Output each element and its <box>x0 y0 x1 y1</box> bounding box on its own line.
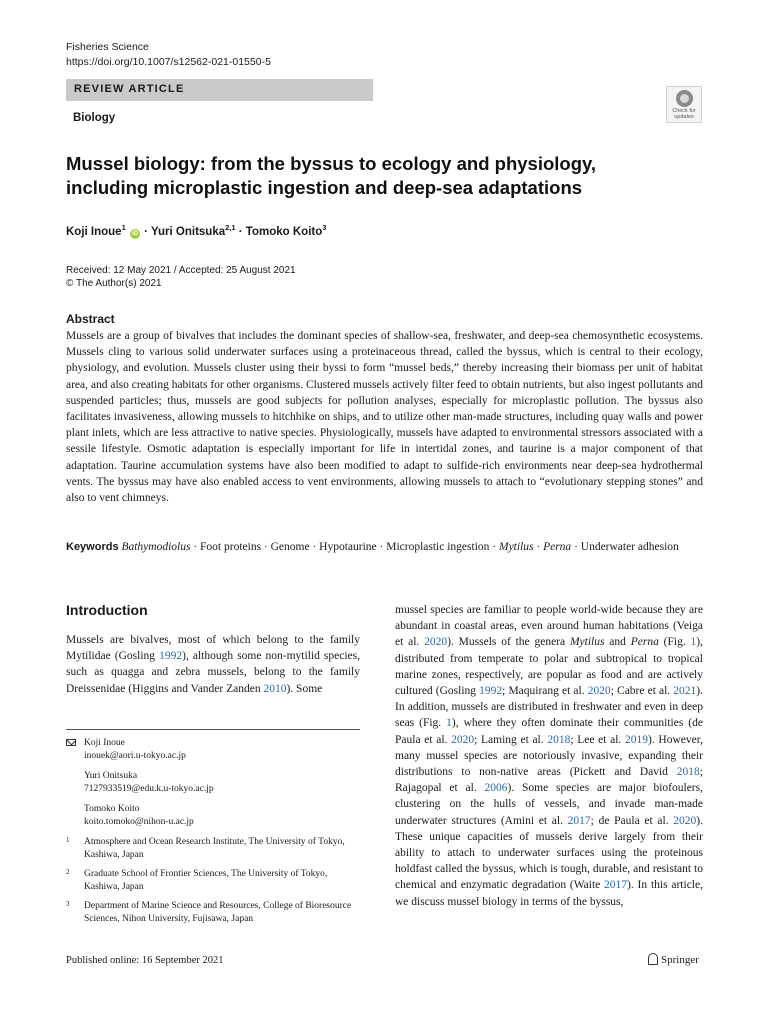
check-updates-icon <box>676 90 693 107</box>
check-for-updates-badge[interactable] <box>666 86 702 123</box>
footnote-divider <box>66 729 360 730</box>
contact-entry <box>66 737 360 762</box>
keywords <box>66 539 703 555</box>
keyword: Mytilus <box>498 541 534 553</box>
affiliation-number: 1 <box>66 836 70 844</box>
affiliation-entry <box>66 836 360 861</box>
contact-email[interactable]: inouek@aori.u-tokyo.ac.jp <box>84 750 186 761</box>
abstract-text: Mussels are a group of bivalves that includes the dominant species of shallow-sea, freshwater, and deep-sea chemosynthetic ecosystems. Mussels cling to various solid underwater surfaces using a proteinaceous thread, called the byssus, which is central to their ecology, physiology, and evolution. Mussels cluster using their byssi to form “mussel beds,” thereby increasing their biomass per unit of habitat area, and also creating habitats for other organisms. Clustered mussels actively filter feed to obtain nutrients, but also ingest pollutants and suspended particles; thus, mussels are good subjects for pollution analyses, especially for microplastic pollution. The byssus also facilitates invasiveness, allowing mussels to hitchhike on ships, and to utilize other man-made structures, including quay walls and power plant inlets, which are less attractive to native species. Physiologically, mussels have adapted to environmental stressors associated with a sessile lifestyle. Osmotic adaptation is especially important for life in intertidal zones, and taurine is a major component of that adaptation. Taurine accumulation systems have also been modified to adapt to sulfide-rich environments near deep-sea hydrothermal vents. The byssus may have also enabled access to vent environments, allowing mussels to attach to “evolutionary stepping stones” and also to vent chimneys. <box>66 330 703 505</box>
section-heading-introduction: Introduction <box>66 602 148 618</box>
figure-link[interactable]: 1 <box>446 717 452 730</box>
figure-link[interactable]: 1 <box>690 636 697 649</box>
subject-label: Biology <box>73 112 116 124</box>
citation-link[interactable]: 2017 <box>604 879 628 892</box>
affiliations <box>66 836 360 932</box>
contact-name: Koji Inoue <box>84 738 125 748</box>
citation-link[interactable]: 1992 <box>479 685 503 698</box>
author-name[interactable]: Yuri Onitsuka <box>150 225 226 238</box>
keyword-separator: · <box>533 541 544 553</box>
received-accepted: Received: 12 May 2021 / Accepted: 25 August 2021 <box>66 265 296 276</box>
citation-link[interactable]: 2017 <box>567 814 591 827</box>
citation-link[interactable]: 1992 <box>159 650 183 663</box>
citation-link[interactable]: 2020 <box>451 733 475 746</box>
affiliation-number: 3 <box>66 900 70 908</box>
intro-paragraph-left: Mussels are bivalves, most of which belong to the family Mytilidae (Gosling 1992), although some non-mytilid species, such as quagga and zebra mussels, belong to the family Dreissenidae (Higgins and Vander Zanden 2010). Some <box>66 634 360 695</box>
contact-entry <box>66 770 360 795</box>
affiliation-text: Graduate School of Frontier Sciences, The University of Tokyo, Kashiwa, Japan <box>84 869 328 892</box>
envelope-icon <box>66 739 76 746</box>
affiliation-number: 2 <box>66 868 70 876</box>
citation-link[interactable]: 2006 <box>484 782 508 795</box>
badge-text: Check for updates <box>672 108 696 120</box>
springer-horse-icon <box>648 953 658 965</box>
author-affiliation-sup: 2,1 <box>225 223 236 232</box>
citation-link[interactable]: 2018 <box>676 766 700 779</box>
author-name[interactable]: Tomoko Koito <box>245 225 323 238</box>
publisher-logo <box>648 953 699 966</box>
orcid-icon[interactable]: iD <box>131 230 138 237</box>
citation-link[interactable]: 2010 <box>263 682 287 695</box>
contact-entry <box>66 803 360 828</box>
citation-link[interactable]: 2021 <box>673 685 697 698</box>
doi-link[interactable]: https://doi.org/10.1007/s12562-021-01550-5 <box>66 56 271 68</box>
paper-title: Mussel biology: from the byssus to ecology and physiology, including microplastic ingestion and deep-sea adaptations <box>66 153 597 198</box>
abstract-heading: Abstract <box>66 312 115 326</box>
intro-paragraph-right: mussel species are familiar to people world-wide because they are abundant in coastal areas, even around human habitations (Veiga et al. 2020). Mussels of the genera Mytilus and Perna (Fig. 1), distributed from temperate to polar and subtropical to tropical marine zones, respectively, are popular as food and are actively cultured (Gosling 1992; Maquirang et al. 2020; Cabre et al. 2021). In addition, mussels are distributed in freshwater and even in deep seas (Fig. 1), where they often dominate their communities (de Paula et al. 2020; Laming et al. 2018; Lee et al. 2019). However, many mussel species are notoriously invasive, expanding their distributions to non-native areas (Pickett and David 2018; Rajagopal et al. 2006). Some species are major biofoulers, clustering on the hulls of vessels, and invade man-made underwater structures (Amini et al. 2017; de Paula et al. 2020). These unique capacities of mussels derive largely from their ability to attach to underwater surfaces using the proteinous holdfast called the byssus, which is tough, durable, and resistant to chemical and enzymatic degradation (Waite 2017). In this article, we discuss mussel biology in terms of the byssus, <box>395 604 704 908</box>
affiliation-text: Department of Marine Science and Resources, College of Bioresource Sciences, Nihon University, Fujisawa, Japan <box>84 901 352 924</box>
author-separator: · <box>235 225 246 238</box>
contact-name: Tomoko Koito <box>84 804 140 814</box>
journal-info <box>66 40 271 70</box>
author-list <box>66 223 326 239</box>
keyword: Bathymodiolus <box>121 541 191 553</box>
copyright: © The Author(s) 2021 <box>66 278 162 289</box>
journal-name: Fisheries Science <box>66 41 149 53</box>
affiliation-entry <box>66 868 360 893</box>
author-affiliation-sup: 1 <box>121 223 126 232</box>
citation-link[interactable]: 2018 <box>547 733 571 746</box>
keyword-list: · Foot proteins · Genome · Hypotaurine · Microplastic ingestion · <box>190 541 499 553</box>
author-name[interactable]: Koji Inoue <box>66 225 122 238</box>
article-dates <box>66 264 296 290</box>
keywords-label: Keywords <box>66 541 119 553</box>
citation-link[interactable]: 2019 <box>625 733 649 746</box>
keyword-list: · Underwater adhesion <box>571 541 679 553</box>
keyword: Perna <box>543 541 572 553</box>
citation-link[interactable]: 2020 <box>673 814 697 827</box>
author-affiliation-sup: 3 <box>322 223 327 232</box>
affiliation-text: Atmosphere and Ocean Research Institute, The University of Tokyo, Kashiwa, Japan <box>84 837 345 860</box>
author-separator: · <box>140 225 151 238</box>
published-online: Published online: 16 September 2021 <box>66 955 224 966</box>
corresponding-contacts <box>66 737 360 836</box>
article-type-banner: REVIEW ARTICLE <box>66 79 373 101</box>
contact-email[interactable]: 7127933519@edu.k.u-tokyo.ac.jp <box>84 783 214 794</box>
contact-name: Yuri Onitsuka <box>84 771 138 781</box>
contact-email[interactable]: koito.tomoko@nihon-u.ac.jp <box>84 816 194 827</box>
citation-link[interactable]: 2020 <box>424 636 448 649</box>
affiliation-entry <box>66 900 360 925</box>
citation-link[interactable]: 2020 <box>587 685 611 698</box>
publisher-name: Springer <box>661 954 699 966</box>
